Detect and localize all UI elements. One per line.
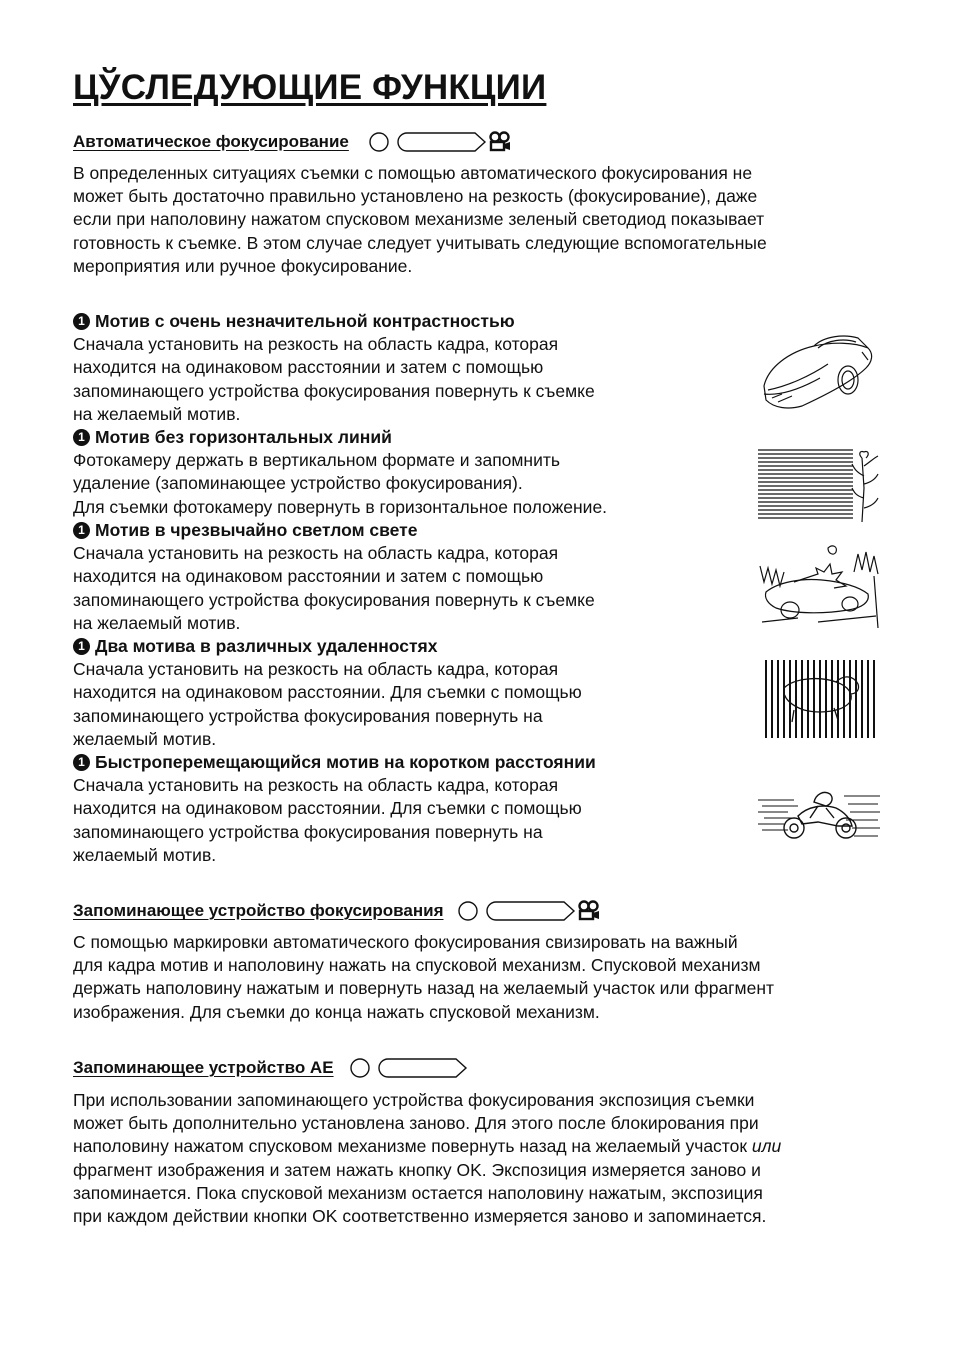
list-item: [73, 519, 713, 635]
text-line: запоминающего устройства фокусирования повернуть на: [73, 705, 543, 726]
oval-mode-icon: [395, 131, 487, 153]
item-heading: [73, 519, 713, 542]
movie-camera-icon: [488, 131, 512, 153]
autofocus-text: [73, 162, 767, 278]
focus-lock-heading: [73, 900, 601, 922]
item-heading-text: Мотив с очень незначительной контрастностью: [95, 311, 515, 331]
circle-mode-icon: [369, 132, 389, 152]
cage-illustration: [764, 660, 876, 738]
text-line: желаемый мотив.: [73, 844, 217, 865]
circle-mode-icon: [458, 901, 478, 921]
list-item: [73, 751, 713, 867]
text-line: запоминающего устройства фокусирования повернуть на: [73, 821, 543, 842]
autofocus-heading-label: Автоматическое фокусирование: [73, 132, 349, 151]
car-illustration: [758, 330, 876, 414]
autofocus-mode-icons: [369, 131, 512, 153]
text-line: на желаемый мотив.: [73, 612, 241, 633]
item-heading: [73, 635, 713, 658]
text-line: При использовании запоминающего устройства фокусирования экспозиция съемки: [73, 1090, 755, 1110]
text-line: держать наполовину нажатым и повернуть назад на желаемый участок или фрагмент: [73, 978, 774, 999]
item-heading-text: Мотив без горизонтальных линий: [95, 427, 392, 447]
list-item: [73, 426, 733, 519]
text-line: запоминающего устройства фокусирования повернуть к съемке: [73, 380, 595, 401]
motorcycle-illustration: [758, 786, 882, 842]
bullet-number: 1: [73, 522, 90, 539]
bullet-number: 1: [73, 754, 90, 771]
text-line: изображения. Для съемки до конца нажать спусковой механизм.: [73, 1001, 600, 1022]
ae-lock-heading: [73, 1057, 468, 1079]
movie-camera-icon: [577, 900, 601, 922]
ae-lock-text: [73, 1089, 781, 1228]
item-heading: [73, 310, 713, 333]
page-title: ЦЎСЛЕДУЮЩИЕ ФУНКЦИИ: [73, 68, 547, 107]
item-text: [73, 658, 713, 751]
text-line: если при наполовину нажатом спусковом механизме зеленый светодиод показывает: [73, 209, 765, 230]
text-line-part: наполовину нажатом спусковом механизме повернуть назад на желаемый участок: [73, 1136, 748, 1157]
text-line: мероприятия или ручное фокусирование.: [73, 255, 413, 276]
ae-lock-mode-icons: [350, 1057, 468, 1079]
text-line: В определенных ситуациях съемки с помощью автоматического фокусирования не: [73, 163, 753, 183]
text-line: находится на одинаковом расстоянии и затем с помощью: [73, 357, 544, 378]
text-line: удаление (запоминающее устройство фокусирования).: [73, 473, 523, 494]
autofocus-heading: [73, 131, 512, 153]
oval-mode-icon: [484, 900, 576, 922]
horizontal-lines-illustration: [758, 448, 882, 524]
text-line: [73, 1135, 781, 1158]
item-heading-text: Быстроперемещающийся мотив на коротком расстоянии: [95, 752, 596, 772]
text-line: запоминающего устройства фокусирования повернуть к съемке: [73, 589, 595, 610]
text-line: желаемый мотив.: [73, 728, 217, 749]
italic-word: или: [751, 1136, 782, 1157]
item-heading: [73, 426, 733, 449]
text-line: находится на одинаковом расстоянии. Для съемки с помощью: [73, 798, 582, 819]
text-line: Для съемки фотокамеру повернуть в горизонтальное положение.: [73, 496, 608, 517]
item-heading-text: Мотив в чрезвычайно светлом свете: [95, 520, 418, 540]
item-heading-text: Два мотива в различных удаленностях: [95, 636, 438, 656]
text-line: Сначала установить на резкость на область кадра, которая: [73, 543, 559, 564]
focus-lock-mode-icons: [458, 900, 601, 922]
oval-mode-icon: [376, 1057, 468, 1079]
text-line: Сначала установить на резкость на область кадра, которая: [73, 334, 559, 355]
text-line: для кадра мотив и наполовину нажать на спусковой механизм. Спусковой механизм: [73, 955, 761, 976]
item-text: [73, 774, 713, 867]
text-line: может быть достаточно правильно установлено на резкость (фокусирование), даже: [73, 186, 758, 207]
text-line: на желаемый мотив.: [73, 403, 241, 424]
bullet-number: 1: [73, 313, 90, 330]
item-text: [73, 449, 733, 519]
item-heading: [73, 751, 713, 774]
text-line: Сначала установить на резкость на область кадра, которая: [73, 659, 559, 680]
text-line: Фотокамеру держать в вертикальном формате и запомнить: [73, 450, 561, 471]
text-line: Сначала установить на резкость на область кадра, которая: [73, 775, 559, 796]
text-line: запоминается. Пока спусковой механизм остается наполовину нажатым, экспозиция: [73, 1182, 763, 1203]
text-line: может быть дополнительно установлена заново. Для этого после блокирования при: [73, 1113, 759, 1134]
list-item: [73, 310, 713, 426]
bullet-number: 1: [73, 638, 90, 655]
text-line: при каждом действии кнопки OK соответственно измеряется заново и запоминается.: [73, 1206, 767, 1227]
item-text: [73, 333, 713, 426]
item-text: [73, 542, 713, 635]
text-line: находится на одинаковом расстоянии. Для съемки с помощью: [73, 682, 582, 703]
focus-lock-heading-label: Запоминающее устройство фокусирования: [73, 901, 444, 920]
text-line: фрагмент изображения и затем нажать кнопку OK. Экспозиция измеряется заново и: [73, 1159, 761, 1180]
text-line: готовность к съемке. В этом случае следует учитывать следующие вспомогательные: [73, 232, 767, 253]
bullet-number: 1: [73, 429, 90, 446]
ae-lock-heading-label: Запоминающее устройство AE: [73, 1058, 334, 1077]
list-item: [73, 635, 713, 751]
bright-light-car-illustration: [758, 542, 882, 628]
text-line: находится на одинаковом расстоянии и затем с помощью: [73, 566, 544, 587]
circle-mode-icon: [350, 1058, 370, 1078]
focus-lock-text: [73, 931, 774, 1024]
text-line: С помощью маркировки автоматического фокусирования свизировать на важный: [73, 932, 738, 952]
